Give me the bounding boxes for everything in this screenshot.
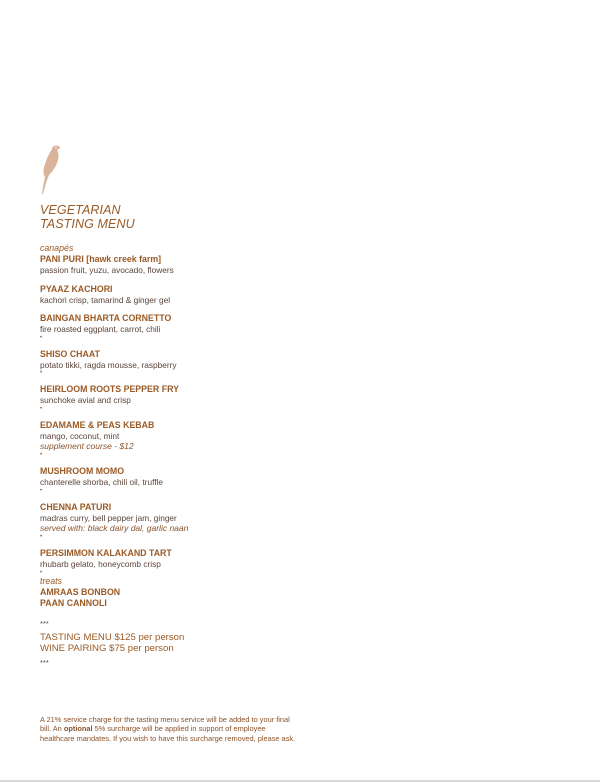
section-label-treats: treats — [40, 575, 63, 586]
course-description: kachori crisp, tamarind & ginger gel — [40, 294, 171, 305]
course-name: PANI PURI [hawk creek farm] — [40, 254, 162, 264]
course-description: sunchoke avial and crisp — [40, 395, 131, 405]
menu-title-line-1: VEGETARIAN — [40, 203, 121, 217]
course-pyaaz-kachori — [40, 284, 340, 306]
course-description: fire roasted eggplant, carrot, chili — [40, 324, 161, 334]
service-charge-note — [40, 715, 296, 743]
course-separator: • — [40, 569, 43, 576]
course-note: supplement course - $12 — [40, 441, 134, 451]
course-description: chanterelle shorba, chili oil, truffle — [40, 477, 163, 487]
pricing — [40, 632, 340, 655]
course-separator: • — [40, 452, 43, 458]
course-separator: • — [40, 487, 43, 494]
course-description: rhubarb gelato, honeycomb crisp — [40, 559, 161, 569]
treat-item: AMRAAS BONBON — [40, 586, 121, 597]
divider-stars-end: *** — [40, 657, 49, 667]
course-name: SHISO CHAAT — [40, 348, 100, 359]
footnote-text-2: 5% surcharge will be applied in support of employee healthcare mandates. If you wish to have this surcharge removed, please ask. — [40, 724, 296, 743]
course-pani-puri — [40, 254, 340, 276]
parrot-icon — [40, 144, 64, 196]
course-name: MUSHROOM MOMO — [40, 466, 125, 476]
course-name: PERSIMMON KALAKAND TART — [40, 548, 172, 558]
course-shiso-chaat — [40, 349, 340, 377]
course-separator: • — [40, 405, 43, 412]
course-description: passion fruit, yuzu, avocado, flowers — [40, 265, 174, 275]
wine-pairing-price: WINE PAIRING $75 per person — [40, 643, 174, 654]
course-name: CHENNA PATURI — [40, 501, 112, 512]
course-description: madras curry, bell pepper jam, ginger — [40, 512, 177, 523]
menu-title — [40, 203, 135, 231]
course-edamame-kebab — [40, 420, 340, 459]
course-name: EDAMAME & PEAS KEBAB — [40, 419, 155, 430]
divider-stars: *** — [40, 618, 49, 628]
course-name: BAINGAN BHARTA CORNETTO — [40, 313, 172, 323]
course-mushroom-momo — [40, 466, 340, 494]
course-description: mango, coconut, mint — [40, 430, 120, 441]
section-label-canapes: canapés — [40, 243, 74, 253]
course-persimmon-tart — [40, 548, 340, 576]
footnote-text-1: A 21% service charge for the tasting menu service will be added to your final bill. An — [40, 715, 290, 734]
course-name: PYAAZ KACHORI — [40, 283, 113, 294]
course-note: served with: black dairy dal, garlic naan — [40, 523, 189, 533]
treats-section — [40, 576, 340, 609]
menu-title-line-2: TASTING MENU — [40, 217, 135, 231]
footnote-bold: optional — [63, 724, 93, 734]
treat-item: PAAN CANNOLI — [40, 597, 107, 608]
course-chenna-paturi — [40, 502, 340, 541]
tasting-menu — [40, 243, 340, 667]
course-heirloom-roots — [40, 384, 340, 412]
course-description: potato tikki, ragda mousse, raspberry — [40, 359, 177, 370]
course-name: HEIRLOOM ROOTS PEPPER FRY — [40, 384, 179, 394]
course-baingan-bharta — [40, 313, 340, 341]
course-separator: • — [40, 334, 43, 341]
tasting-menu-price: TASTING MENU $125 per person — [40, 631, 185, 643]
course-separator: • — [40, 534, 43, 540]
course-separator: • — [40, 370, 43, 376]
